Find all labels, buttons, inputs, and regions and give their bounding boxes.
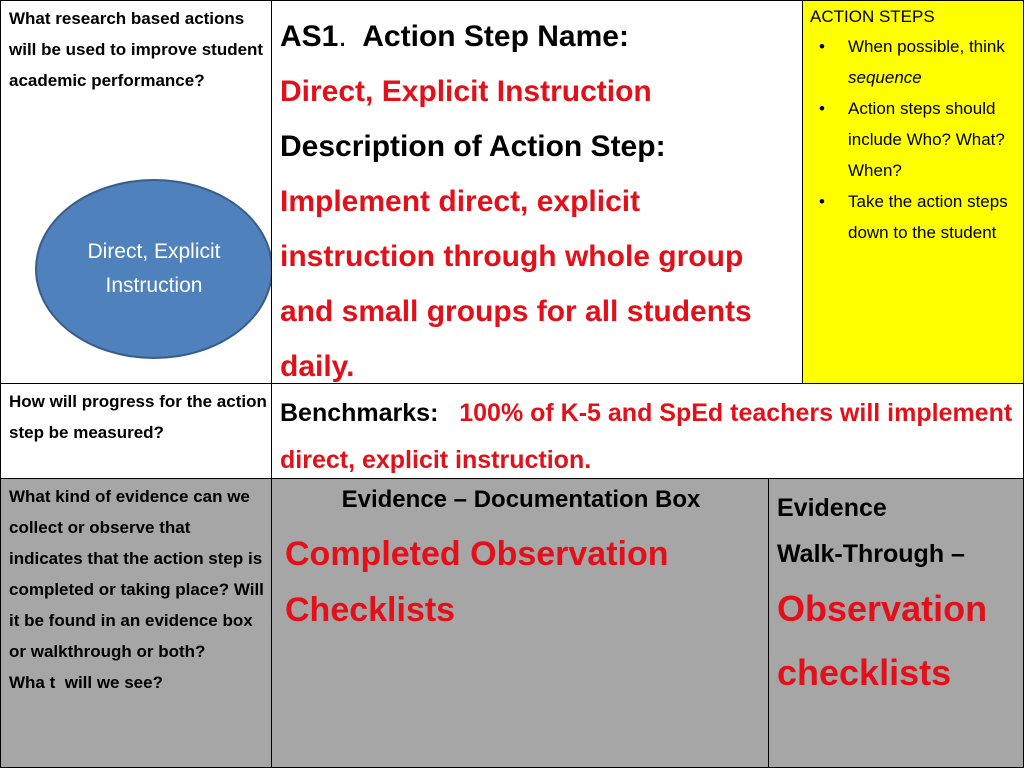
walkthrough-body — [777, 485, 1021, 705]
guidance-emphasis: sequence — [848, 68, 922, 87]
as-dot: . — [338, 20, 347, 53]
question-part: What kind of evidence can we collect or observe that indicates that the action step is completed or taking place? Will it be found in an evidence box or walkthrough or both? — [9, 487, 264, 661]
oval-label: Direct, Explicit Instruction — [87, 240, 221, 297]
documentation-value: Completed Observation Checklists — [285, 535, 669, 629]
benchmarks-value: 100% of K-5 and SpEd teachers will implement direct, explicit instruction. — [280, 399, 1013, 474]
documentation-box-cell — [271, 478, 769, 768]
question-part: Wha t will we see? — [9, 673, 163, 692]
walkthrough-subheading: Walk-Through – — [777, 540, 965, 568]
benchmarks-cell — [271, 383, 1024, 479]
walkthrough-heading: Evidence — [777, 494, 887, 522]
description-value: Implement direct, explicit instruction through whole group and small groups for all students daily. — [280, 185, 752, 383]
walkthrough-cell — [768, 478, 1024, 768]
question-cell-evidence — [0, 478, 272, 768]
guidance-item — [803, 31, 1017, 93]
question-text: How will progress for the action step be measured? — [9, 392, 267, 442]
action-step-name-label: Action Step Name: — [362, 20, 629, 53]
question-text: What research based actions will be used to improve student academic performance? — [9, 9, 264, 90]
walkthrough-value: Observation checklists — [777, 588, 988, 693]
question-text — [9, 481, 267, 698]
action-step-name-value: Direct, Explicit Instruction — [280, 75, 652, 108]
as-label: AS1 — [280, 20, 339, 53]
action-step-cell — [271, 0, 803, 384]
guidance-item: • Take the action steps down to the student — [803, 186, 1017, 248]
description-label: Description of Action Step: — [280, 130, 666, 163]
documentation-heading: Evidence – Documentation Box — [341, 486, 701, 513]
guidance-item: • Action steps should include Who? What? When? — [803, 93, 1017, 186]
action-steps-guidance-cell — [802, 0, 1024, 384]
action-step-body — [280, 9, 795, 384]
benchmarks-body — [280, 390, 1015, 479]
benchmarks-label: Benchmarks: — [280, 399, 439, 427]
question-cell-progress — [0, 383, 272, 479]
oval-shape — [35, 179, 272, 359]
action-steps-title: ACTION STEPS — [810, 7, 935, 26]
guidance-text: When possible, think — [848, 37, 1005, 56]
guidance-list — [803, 31, 1017, 248]
question-cell-actions — [0, 0, 272, 384]
